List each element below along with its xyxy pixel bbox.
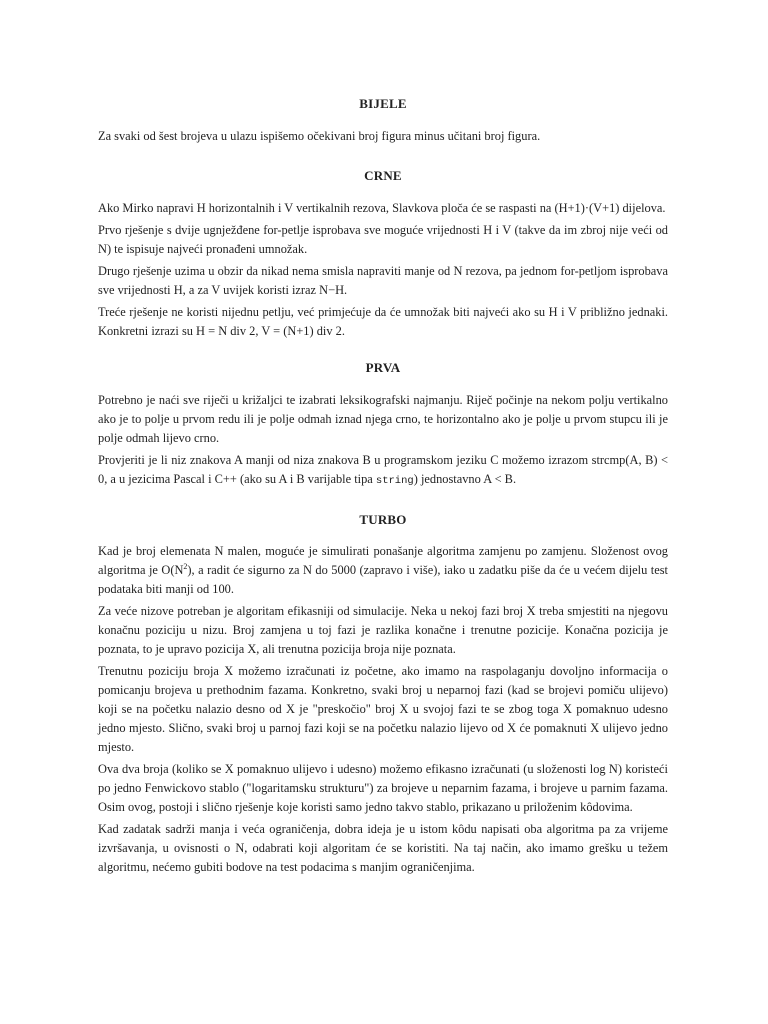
heading-turbo: TURBO xyxy=(359,512,407,527)
section-turbo xyxy=(98,510,668,877)
inline-code: string xyxy=(375,475,414,487)
paragraph: Za svaki od šest brojeva u ulazu ispišemo očekivani broj figura minus učitani broj figura. xyxy=(98,129,541,143)
paragraph: Trenutnu poziciju broja X možemo izračunati iz početne, ako imamo na raspolaganju dovoljno informacija o pomicanju brojeva u prethodnim fazama. Konkretno, svaki broj u neparnoj fazi (kad se brojevi pomiču ulijevo) koji se na početku nalazio desno od X je "preskočio" broj X u svojoj fazi te se zbog toga X pomaknuo udesno jedno mjesto. Slično, svaki broj u parnoj fazi koji se na početku nalazio lijevo od X će pomaknuti X ulijevo jedno mjesto. xyxy=(98,664,668,754)
paragraph: Ova dva broja (koliko se X pomaknuo ulijevo i udesno) možemo efikasno izračunati (u složenosti log N) koristeći po jedno Fenwickovo stablo ("logaritamsku strukturu") za brojeve u neparnim fazama, i brojeve u parnim fazama. Osim ovog, postoji i slično rješenje koje koristi samo jedno takvo stablo, prikazano u priloženim kôdovima. xyxy=(98,762,668,814)
paragraph: Prvo rješenje s dvije ugnježđene for-petlje isprobava sve moguće vrijednosti H i V (takve da im zbroj nije veći od N) te ispisuje najveći pronađeni umnožak. xyxy=(98,223,668,256)
paragraph: Treće rješenje ne koristi nijednu petlju, već primjećuje da će umnožak biti najveći ako su H i V približno jednaki. Konkretni izrazi su H = N div 2, V = (N+1) div 2. xyxy=(98,305,668,338)
heading-crne: CRNE xyxy=(364,168,402,183)
paragraph: Potrebno je naći sve riječi u križaljci te izabrati leksikografski najmanju. Riječ počinje na nekom polju vertikalno ako je to polje u prvom redu ili je polje odmah iznad njega crno, te horizontalno ako je polje u prvom stupcu ili je polje odmah lijevo crno. xyxy=(98,393,668,445)
superscript: 2 xyxy=(183,561,188,571)
heading-prva: PRVA xyxy=(365,360,401,375)
paragraph xyxy=(98,542,668,599)
section-prva xyxy=(98,358,668,491)
paragraph: Kad zadatak sadrži manja i veća ograničenja, dobra ideja je u istom kôdu napisati oba algoritma pa za vrijeme izvršavanja, u ovisnosti o N, odabrati koji algoritam će se koristiti. Na taj način, ako imamo grešku u težem algoritmu, nećemo gubiti bodove na test podacima s manjim ograničenjima. xyxy=(98,822,668,874)
paragraph xyxy=(98,451,668,491)
text-span: Provjeriti je li niz znakova A manji od niza znakova B u programskom jeziku C možemo izrazom strcmp(A, B) < 0, a u jezicima Pascal i C++ (ako su A i B varijable tipa xyxy=(98,453,668,486)
text-span: ) jednostavno A < B. xyxy=(413,472,517,486)
document-page xyxy=(98,94,668,880)
paragraph: Za veće nizove potreban je algoritam efikasniji od simulacije. Neka u nekoj fazi broj X treba smjestiti na njegovu konačnu poziciju u nizu. Broj zamjena u toj fazi je razlika konačne i trenutne pozicije. Konačna pozicija je poznata, to je upravo pozicija X, ali trenutna pozicija broja nije poznata. xyxy=(98,604,668,656)
text-span: Kad je broj elemenata N malen, moguće je simulirati ponašanje algoritma zamjenu po zamjenu. Složenost ovog algoritma je O(N xyxy=(98,544,668,577)
section-bijele xyxy=(98,94,668,146)
paragraph: Drugo rješenje uzima u obzir da nikad nema smisla napraviti manje od N rezova, pa jednom for-petljom isprobava sve vrijednosti H, a za V uvijek koristi izraz N−H. xyxy=(98,264,668,297)
text-span: ), a radit će sigurno za N do 5000 (zapravo i više), iako u zadatku piše da će u većem dijelu test podataka biti manji od 100. xyxy=(98,563,668,596)
paragraph: Ako Mirko napravi H horizontalnih i V vertikalnih rezova, Slavkova ploča će se raspasti na (H+1)·(V+1) dijelova. xyxy=(98,201,666,215)
heading-bijele: BIJELE xyxy=(359,96,407,111)
section-crne xyxy=(98,166,668,341)
